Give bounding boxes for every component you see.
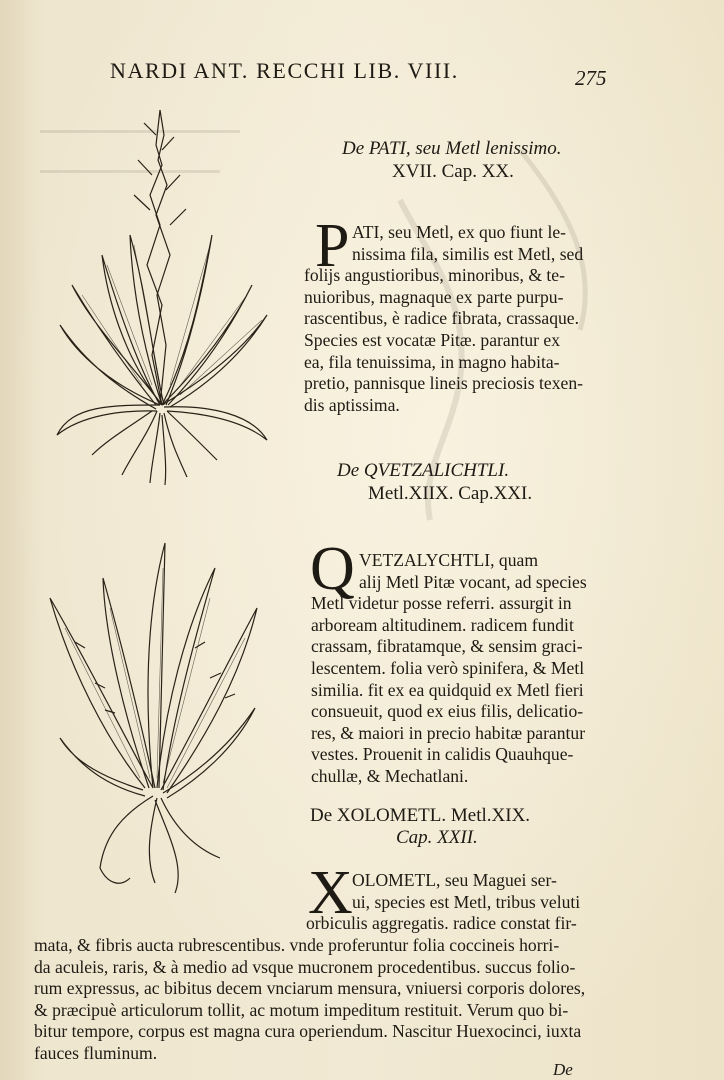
section-body-xolometl-narrow [306,870,581,935]
text-line: alij Metl Pitæ vocant, ad species [359,571,587,592]
section-heading-quetzalichtli: De QVETZALICHTLI. [337,460,510,481]
text-line: dis aptissima. [304,394,400,415]
section-body-xolometl-full [34,935,585,1065]
section-subheading-xolometl: Cap. XXII. [396,827,478,848]
text-line: rascentibus, è radice fibrata, crassaque. [304,308,580,329]
text-line: mata, & fibris aucta rubrescentibus. vnde proferuntur folia coccineis horri- [34,935,560,955]
text-line: VETZALYCHTLI, quam [359,550,539,570]
text-line: lescentem. folia verò spinifera, & Metl [311,657,585,678]
section-heading-xolometl: De XOLOMETL. Metl.XIX. [310,805,531,826]
text-line: folijs angustioribus, minoribus, & te- [304,265,565,286]
drop-cap-p: P [315,212,350,280]
text-line: arboream altitudinem. radicem fundit [311,614,574,635]
text-line: nuioribus, magnaque ex parte purpu- [304,286,564,307]
section-subheading-pati: XVII. Cap. XX. [392,161,514,182]
text-line: bitur tempore, corpus est magna cura operiendum. Nascitur Huexocinci, iuxta [34,1021,582,1042]
section-body-pati [304,222,583,416]
catchword: De [553,1060,573,1079]
running-header: NARDI ANT. RECCHI LIB. VIII. [110,58,459,83]
text-line: rum expressus, ac bibitus decem vnciarum mensura, vniuersi corporis dolores, [34,978,586,999]
text-line: fauces fluminum. [34,1042,158,1063]
text-line: Metl videtur posse referri. assurgit in [311,593,572,614]
section-subheading-quetzalichtli: Metl.XIIX. Cap.XXI. [368,483,533,504]
text-line: Species est vocatæ Pitæ. parantur ex [304,329,561,350]
text-line: vestes. Prouenit in calidis Quauhque- [311,744,574,765]
text-line: da aculeis, raris, & à medio ad vsque mucronem procedentibus. succus folio- [34,956,576,977]
section-body-quetzalichtli [311,550,587,788]
text-line: pretio, pannisque lineis preciosis texen- [304,373,583,394]
text-line: similia. fit ex ea quidquid ex Metl fieri [311,679,584,700]
text-line: nissima fila, similis est Metl, sed [352,243,584,264]
text-line: consueuit, quod ex eius filis, delicatio- [311,701,584,722]
text-line: & præcipuè articulorum tollit, ac motum impeditum restituit. Verum quo bi- [34,999,569,1020]
page-number: 275 [575,66,607,90]
agave-plant-illustration-1-icon [52,105,277,490]
drop-cap-x: X [308,859,353,927]
drop-cap-q: Q [310,535,355,603]
text-line: orbiculis aggregatis. radice constat fir- [306,913,577,934]
text-line: ATI, seu Metl, ex quo fiunt le- [352,222,567,242]
agave-plant-illustration-2-icon [45,538,260,903]
text-line: ui, species est Metl, tribus veluti [352,891,581,912]
text-line: OLOMETL, seu Maguei ser- [352,870,557,890]
text-line: res, & maiori in precio habitæ parantur [311,722,586,743]
text-line: ea, fila tenuissima, in magno habita- [304,351,560,372]
section-heading-pati: De PATI, seu Metl lenissimo. [342,138,562,159]
text-line: chullæ, & Mechatlani. [311,765,469,786]
text-line: crassam, fibratamque, & sensim graci- [311,636,583,657]
